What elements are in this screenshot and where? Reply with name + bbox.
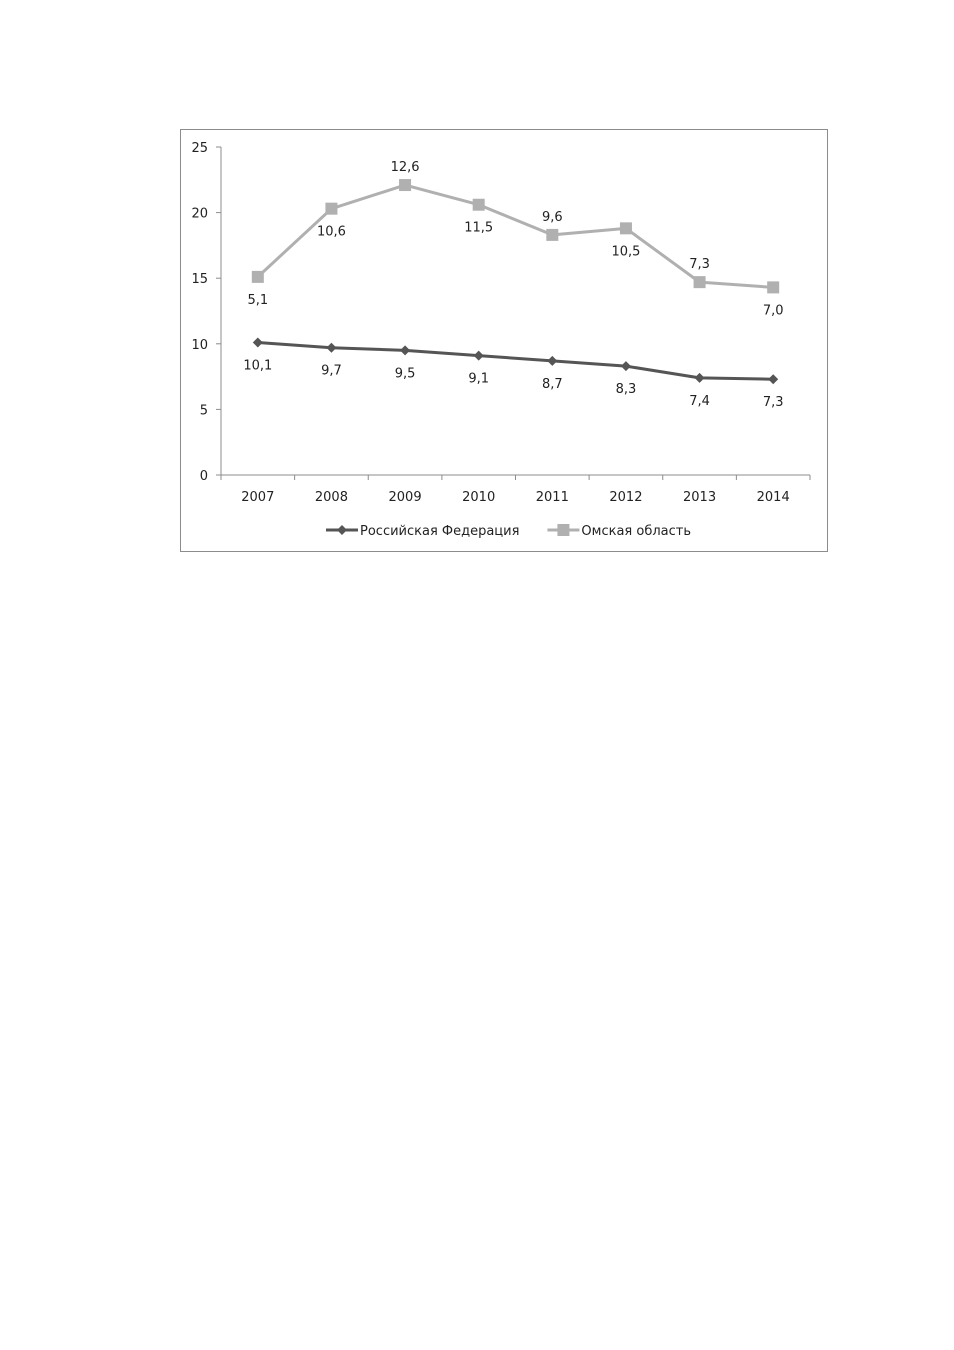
x-tick-label: 2007 bbox=[241, 490, 275, 505]
data-point bbox=[694, 276, 706, 288]
x-tick-label: 2012 bbox=[609, 490, 643, 505]
data-point bbox=[473, 199, 485, 211]
x-tick-label: 2010 bbox=[462, 490, 496, 505]
data-label: 5,1 bbox=[247, 292, 269, 308]
y-tick-label: 10 bbox=[191, 337, 208, 353]
x-tick-label: 2014 bbox=[756, 490, 790, 505]
x-tick-label: 2009 bbox=[388, 490, 422, 505]
legend-swatch-marker bbox=[337, 525, 347, 535]
data-point bbox=[768, 374, 778, 384]
y-tick-label: 0 bbox=[199, 469, 208, 484]
data-label: 10,1 bbox=[243, 358, 273, 374]
data-label: 7,3 bbox=[689, 257, 710, 273]
data-label: 9,6 bbox=[541, 209, 563, 225]
data-point bbox=[253, 337, 263, 347]
data-point bbox=[621, 361, 631, 371]
x-tick-label: 2011 bbox=[535, 490, 569, 505]
data-label: 7,0 bbox=[762, 303, 784, 319]
data-point bbox=[325, 203, 337, 215]
data-point bbox=[546, 229, 558, 241]
legend-swatch-marker bbox=[557, 524, 569, 536]
y-tick-label: 25 bbox=[191, 141, 208, 156]
legend-label: Российская Федерация bbox=[360, 524, 520, 539]
data-label: 10,6 bbox=[316, 224, 346, 240]
chart-axes bbox=[191, 141, 810, 505]
data-point bbox=[547, 356, 557, 366]
legend-item bbox=[547, 524, 691, 539]
x-tick-label: 2008 bbox=[314, 490, 348, 505]
series-omsk-oblast bbox=[247, 160, 783, 318]
data-label: 9,1 bbox=[468, 371, 490, 387]
data-label: 11,5 bbox=[464, 220, 494, 236]
y-tick-label: 15 bbox=[191, 272, 208, 288]
data-point bbox=[326, 343, 336, 353]
data-point bbox=[399, 179, 411, 191]
data-point bbox=[620, 222, 632, 234]
data-label: 12,6 bbox=[390, 160, 420, 176]
data-label: 7,4 bbox=[689, 393, 710, 409]
data-label: 10,5 bbox=[611, 244, 641, 260]
data-point bbox=[252, 271, 264, 283]
data-point bbox=[400, 345, 410, 355]
legend-label: Омская область bbox=[581, 524, 692, 539]
data-label: 9,5 bbox=[394, 366, 416, 382]
y-tick-label: 20 bbox=[191, 206, 208, 222]
chart-series bbox=[243, 160, 783, 410]
series-russian-federation bbox=[243, 337, 783, 410]
data-label: 8,3 bbox=[615, 382, 637, 398]
data-label: 8,7 bbox=[541, 376, 563, 392]
y-tick-label: 5 bbox=[199, 403, 208, 419]
data-point bbox=[474, 351, 484, 361]
data-point bbox=[695, 373, 705, 383]
data-label: 7,3 bbox=[762, 395, 784, 411]
data-point bbox=[767, 281, 779, 293]
data-label: 9,7 bbox=[321, 363, 342, 379]
chart-legend bbox=[326, 524, 691, 539]
x-tick-label: 2013 bbox=[683, 490, 717, 505]
legend-item bbox=[326, 524, 519, 539]
